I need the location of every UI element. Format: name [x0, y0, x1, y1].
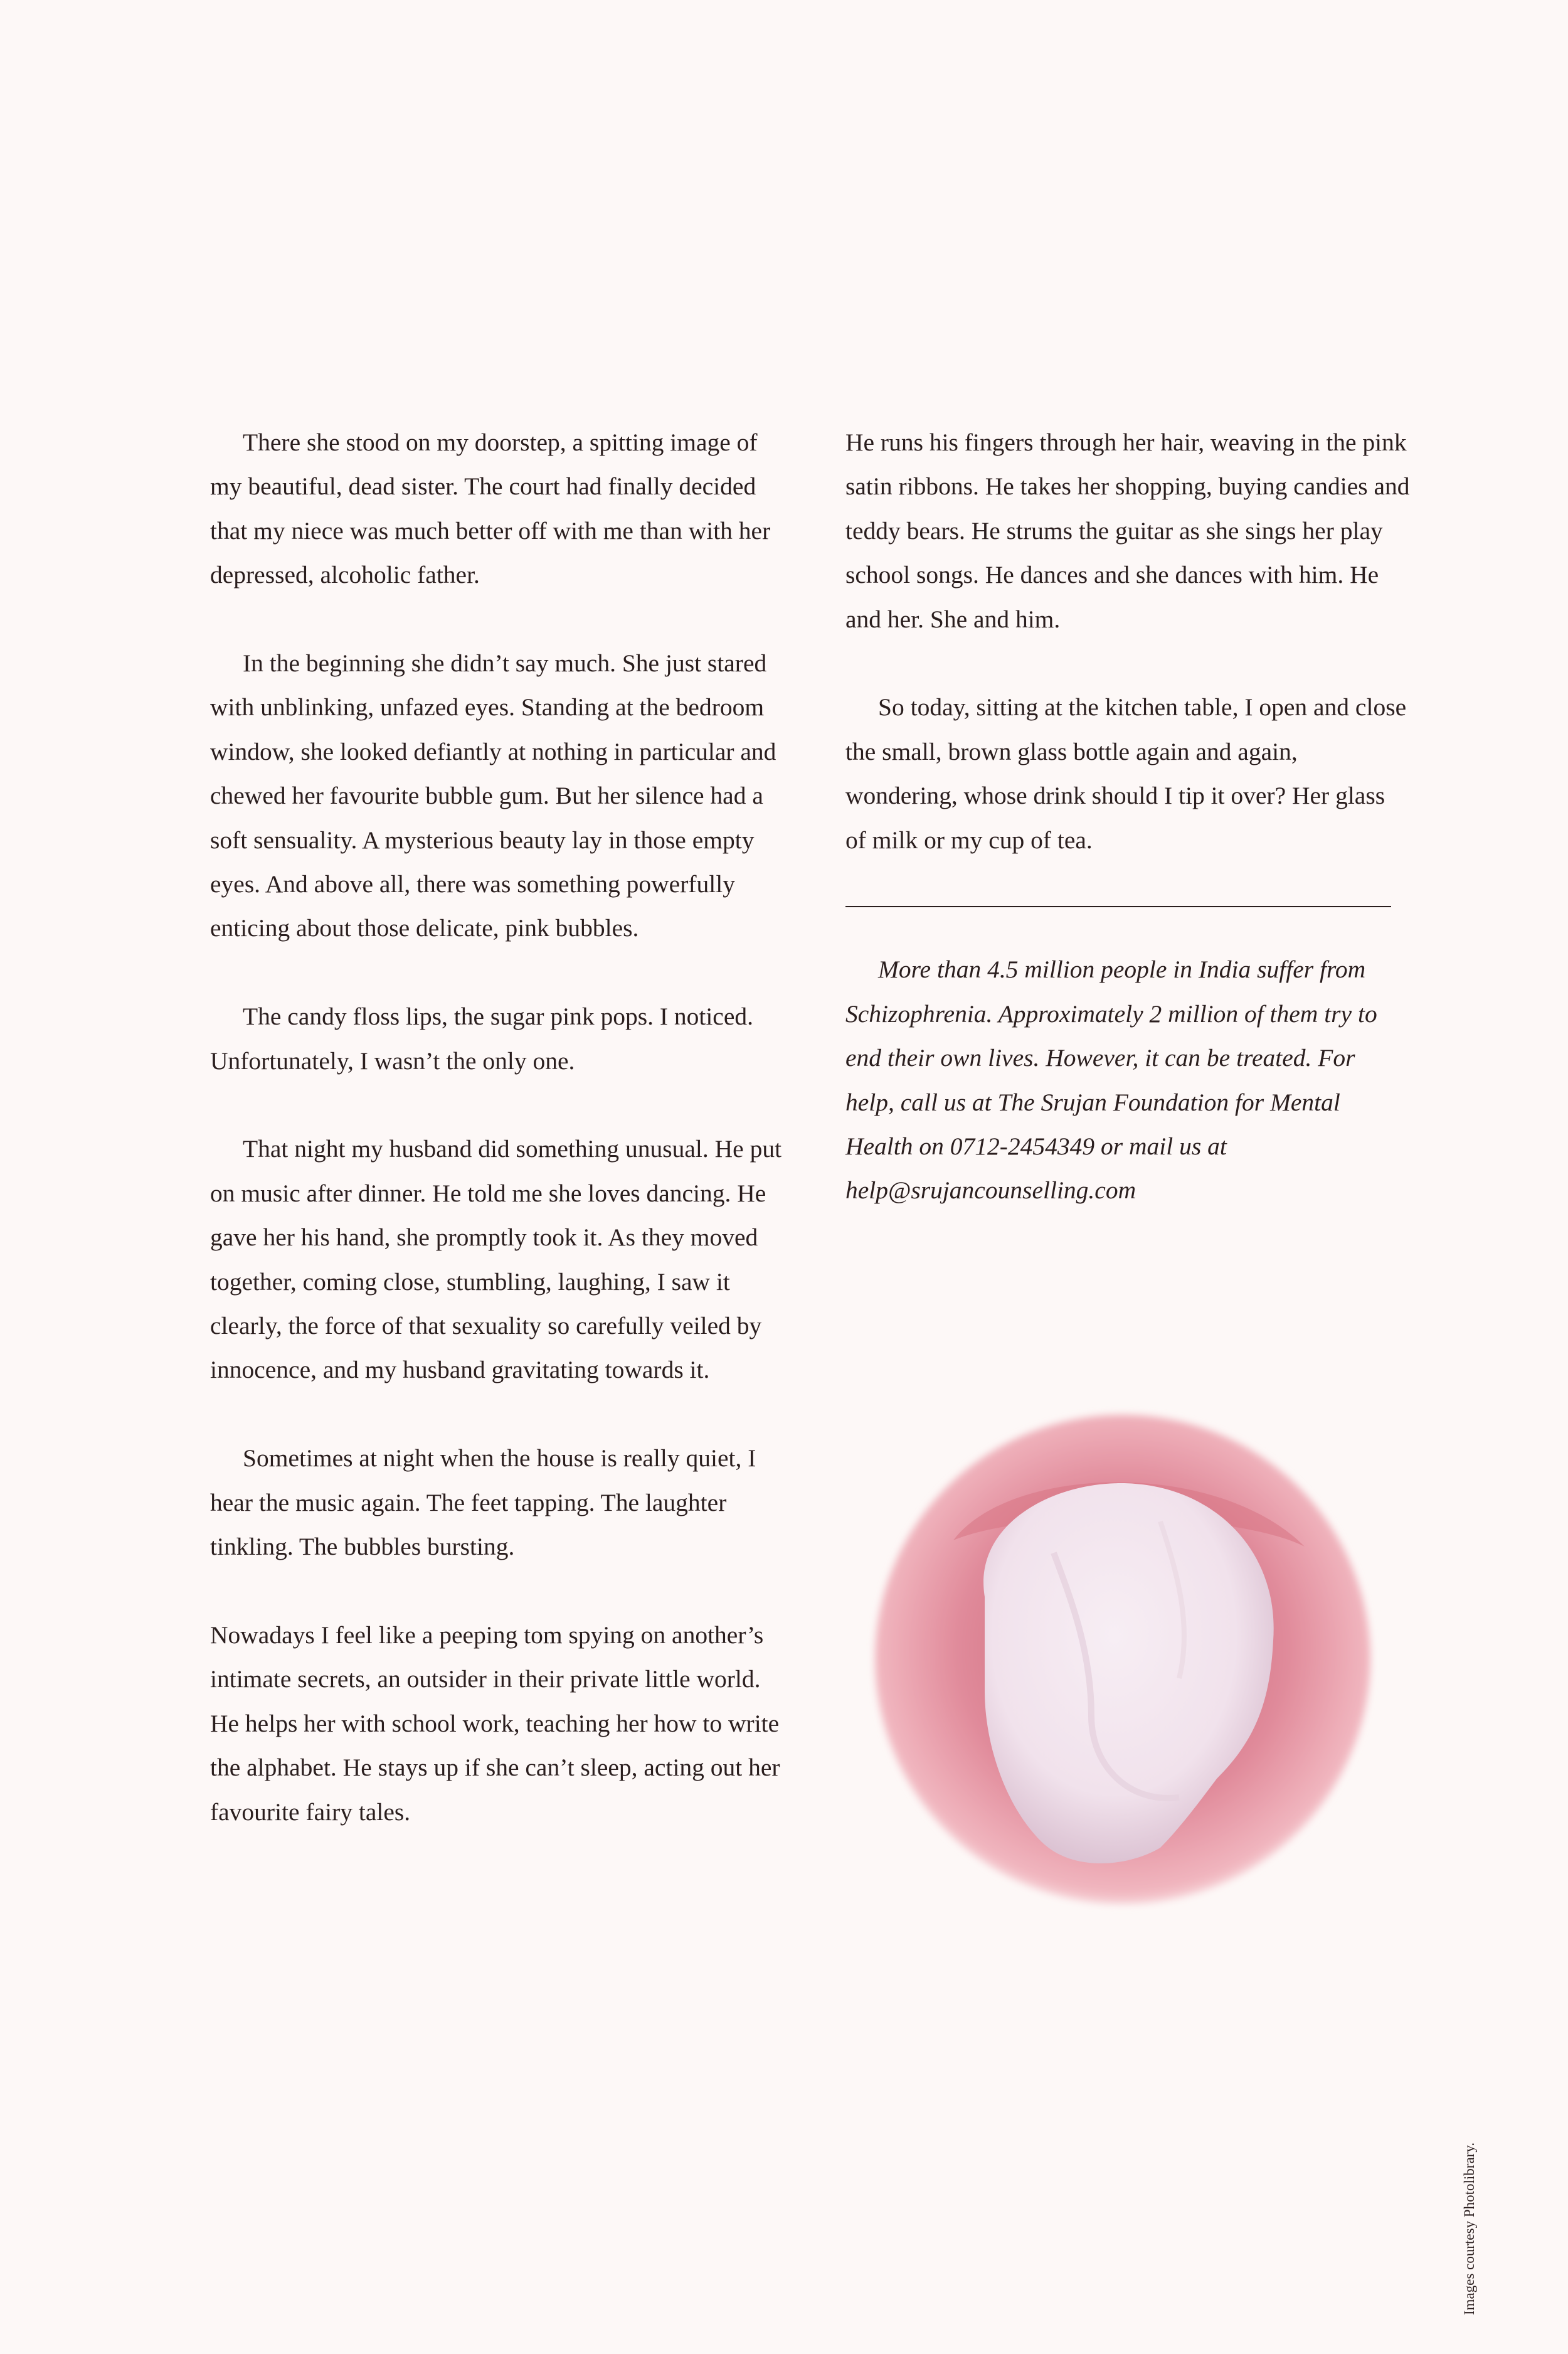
story-paragraph-3: The candy floss lips, the sugar pink pops. I noticed. Unfortunately, I wasn’t the only one.	[210, 1003, 753, 1075]
story-paragraph-5: Sometimes at night when the house is really quiet, I hear the music again. The feet tapping. The laughter tinkling. The bubbles bursting.	[210, 1444, 756, 1561]
story-right-column	[845, 420, 1410, 1213]
story-left-column	[210, 420, 787, 1878]
story-paragraph-1: There she stood on my doorstep, a spitting image of my beautiful, dead sister. The court had finally decided that my niece was much better off with me than with her depressed, alcoholic father.	[210, 429, 771, 589]
section-divider	[845, 906, 1391, 907]
story-paragraph-4: That night my husband did something unusual. He put on music after dinner. He told me she loves dancing. He gave her his hand, she promptly took it. As they moved together, coming close, stumbling, laughing, I saw it clearly, the force of that sexuality so carefully veiled by innocence, and my husband gravitating towards it.	[210, 1135, 782, 1384]
lips-bubble-gum-image	[866, 1390, 1380, 1917]
image-credit: Images courtesy Photolibrary.	[1461, 2142, 1477, 2315]
story-paragraph-2: In the beginning she didn’t say much. She just stared with unblinking, unfazed eyes. Standing at the bedroom window, she looked defiantly at nothing in particular and chewed her favourite bubble gum. But her silence had a soft sensuality. A mysterious beauty lay in those empty eyes. And above all, there was something powerfully enticing about those delicate, pink bubbles.	[210, 649, 776, 942]
story-paragraph-7: He runs his fingers through her hair, weaving in the pink satin ribbons. He takes her shopping, buying candies and teddy bears. He strums the guitar as she sings her play school songs. He dances and she dances with him. He and her. She and him.	[845, 429, 1410, 633]
story-paragraph-6: Nowadays I feel like a peeping tom spying on another’s intimate secrets, an outsider in their private little world. He helps her with school work, teaching her how to write the alphabet. He stays up if she can’t sleep, acting out her favourite fairy tales.	[210, 1621, 780, 1826]
story-paragraph-8: So today, sitting at the kitchen table, I open and close the small, brown glass bottle again and again, wondering, whose drink should I tip it over? Her glass of milk or my cup of tea.	[845, 693, 1407, 854]
awareness-note: More than 4.5 million people in India suffer from Schizophrenia. Approximately 2 million of them try to end their own lives. However, it can be treated. For help, call us at The Srujan Foundation for Mental Health on 0712-2454349 or mail us at help@srujancounselling.com	[845, 956, 1377, 1205]
